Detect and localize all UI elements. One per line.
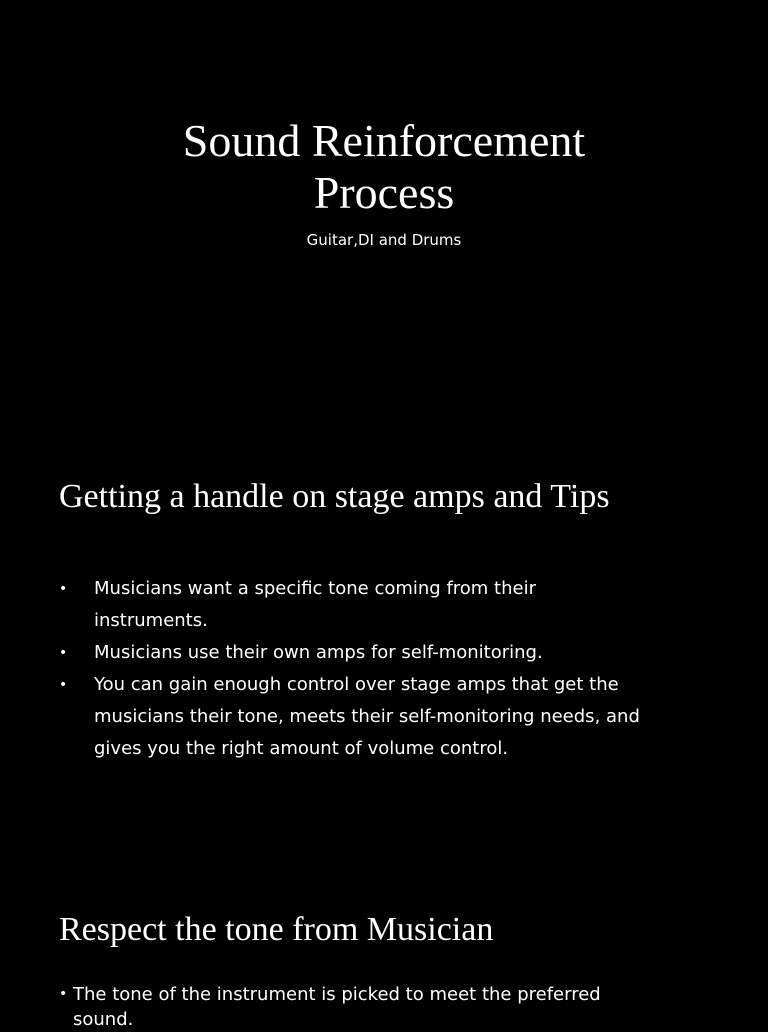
bullet-icon: •	[59, 986, 68, 1002]
list-item	[59, 982, 649, 1032]
bullet-icon: •	[59, 581, 68, 597]
bullet-list-respect-tone	[59, 982, 649, 1032]
list-item	[59, 637, 649, 669]
list-item-text: You can gain enough control over stage amps that get the musicians their tone, meets their self-monitoring needs, and gives you the right amount of volume control.	[94, 674, 640, 759]
list-item-text: Musicians want a specific tone coming from their instruments.	[94, 578, 537, 631]
slide-title-line-1: Sound Reinforcement	[182, 115, 586, 166]
slide-title-line-2: Process	[313, 167, 455, 218]
bullet-icon: •	[59, 645, 68, 661]
bullet-icon: •	[59, 677, 68, 693]
slide-subtitle: Guitar,DI and Drums	[306, 231, 462, 249]
section-heading-respect-tone: Respect the tone from Musician	[59, 911, 494, 948]
section-heading-stage-amps: Getting a handle on stage amps and Tips	[59, 478, 610, 515]
list-item-text: The tone of the instrument is picked to meet the preferred sound.	[73, 984, 601, 1030]
list-item	[59, 573, 649, 637]
slide-title	[0, 115, 768, 219]
bullet-list-stage-amps	[59, 573, 649, 765]
list-item-text: Musicians use their own amps for self-monitoring.	[94, 642, 543, 663]
list-item	[59, 669, 649, 765]
